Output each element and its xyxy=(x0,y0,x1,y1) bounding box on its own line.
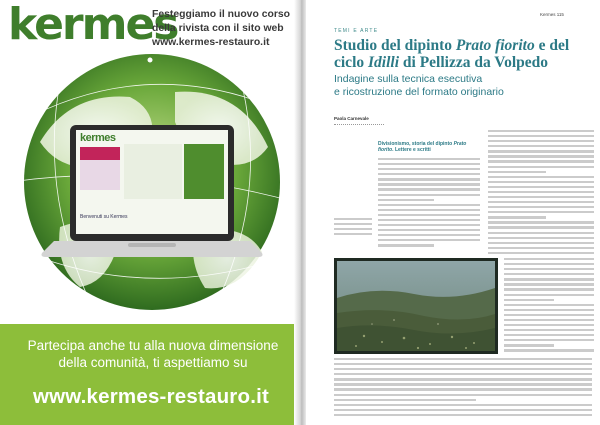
text-line xyxy=(488,186,594,188)
screen-green-panel xyxy=(184,144,224,199)
title-part-1: Studio del dipinto xyxy=(334,37,456,54)
text-line xyxy=(334,399,476,401)
column-heading-part-3: . Lettere e scritti xyxy=(392,147,431,153)
author-divider xyxy=(334,124,384,125)
column-heading-part-2: Prato fiorito xyxy=(378,141,467,153)
text-line xyxy=(378,214,480,216)
text-line xyxy=(334,414,592,416)
text-line xyxy=(504,288,594,290)
text-line xyxy=(378,178,480,180)
body-text-column-3 xyxy=(504,258,594,356)
text-line xyxy=(504,273,594,275)
text-line xyxy=(334,358,592,360)
text-line xyxy=(504,324,594,326)
text-line xyxy=(488,216,546,218)
text-line xyxy=(488,242,594,244)
text-line xyxy=(334,394,592,396)
title-part-4: Idilli xyxy=(368,53,400,71)
text-line xyxy=(488,252,594,254)
text-line xyxy=(378,229,480,231)
text-line xyxy=(488,211,594,213)
ad-website-url[interactable]: www.kermes-restauro.it xyxy=(32,385,270,408)
text-line xyxy=(504,283,594,285)
text-line xyxy=(504,294,594,296)
subtitle-line-1: Indagine sulla tecnica esecutiva xyxy=(334,73,483,85)
text-line xyxy=(334,373,592,375)
text-line xyxy=(504,309,594,311)
text-line xyxy=(488,150,594,152)
text-line xyxy=(378,209,480,211)
text-line xyxy=(334,409,592,411)
text-line xyxy=(488,221,594,223)
text-line xyxy=(378,239,480,241)
invitation-line-2: della comunità, ti aspettiamo su xyxy=(58,355,248,370)
ad-invitation xyxy=(8,337,298,371)
text-line xyxy=(334,378,592,380)
text-line xyxy=(488,155,594,157)
text-line xyxy=(378,219,480,221)
invitation-line-1: Partecipa anche tu alla nuova dimensione xyxy=(27,338,279,353)
ad-tagline xyxy=(152,8,302,50)
text-line xyxy=(488,247,594,249)
text-line xyxy=(378,199,434,201)
text-line xyxy=(504,334,594,336)
text-line xyxy=(504,258,594,260)
text-line xyxy=(504,304,594,306)
text-line xyxy=(504,329,594,331)
tagline-line-1: Festeggiamo il nuovo corso xyxy=(152,9,290,20)
screen-kermes-logo: kermes xyxy=(80,132,116,144)
body-text-bottom xyxy=(334,358,592,422)
subtitle-line-2: e ricostruzione del formato originario xyxy=(334,85,504,98)
text-line xyxy=(488,171,546,173)
text-line xyxy=(334,218,372,220)
text-line xyxy=(488,130,594,132)
article-title xyxy=(334,38,594,71)
text-line xyxy=(504,349,594,351)
running-head: Kermes 115 xyxy=(540,12,564,17)
title-part-3: e del ciclo xyxy=(334,37,570,71)
text-line xyxy=(504,268,594,270)
text-line xyxy=(378,168,480,170)
text-line xyxy=(488,196,594,198)
text-line xyxy=(378,183,480,185)
text-line xyxy=(488,140,594,142)
text-line xyxy=(334,228,372,230)
text-line xyxy=(378,158,480,160)
screen-welcome-text: Benvenuti su Kermes xyxy=(80,214,128,220)
text-line xyxy=(488,201,594,203)
text-line xyxy=(334,363,592,365)
text-line xyxy=(488,181,594,183)
text-line xyxy=(378,204,480,206)
figure-side-caption xyxy=(334,218,372,240)
screen-cover-lower xyxy=(80,160,120,190)
tagline-line-2: della rivista con il sito web xyxy=(152,23,284,34)
painting-image xyxy=(334,258,498,354)
text-line xyxy=(334,368,592,370)
article-page xyxy=(306,0,600,425)
article-author: Paola Carnevale xyxy=(334,116,369,121)
text-line xyxy=(504,278,594,280)
text-line xyxy=(334,383,592,385)
tagline-line-3: www.kermes-restauro.it xyxy=(152,37,270,48)
text-line xyxy=(488,206,594,208)
text-line xyxy=(504,319,594,321)
text-line xyxy=(504,299,554,301)
text-line xyxy=(488,176,594,178)
text-line xyxy=(504,263,594,265)
text-line xyxy=(488,232,594,234)
text-line xyxy=(334,388,592,390)
text-line xyxy=(334,404,592,406)
body-text-column-1 xyxy=(378,158,480,250)
text-line xyxy=(378,173,480,175)
text-line xyxy=(378,224,480,226)
text-line xyxy=(504,339,594,341)
text-line xyxy=(334,223,372,225)
text-line xyxy=(504,344,554,346)
text-line xyxy=(378,188,480,190)
text-line xyxy=(488,145,594,147)
screen-hero-panel xyxy=(124,144,182,199)
text-line xyxy=(378,163,480,165)
text-line xyxy=(488,166,594,168)
text-line xyxy=(488,226,594,228)
column-heading-part-1: Divisionismo, storia del dipinto xyxy=(378,141,454,147)
text-line xyxy=(488,237,594,239)
section-label: TEMI E ARTE xyxy=(334,28,379,34)
text-line xyxy=(504,314,594,316)
text-line xyxy=(488,135,594,137)
text-line xyxy=(334,233,372,235)
laptop-screen xyxy=(76,130,228,234)
text-line xyxy=(378,244,434,246)
text-line xyxy=(488,191,594,193)
text-line xyxy=(378,194,480,196)
title-part-2: Prato fiorito xyxy=(455,37,535,54)
text-line xyxy=(488,160,594,162)
title-part-5: di Pellizza da Volpedo xyxy=(399,53,549,71)
kermes-logo: kermes xyxy=(8,0,178,50)
text-line xyxy=(378,234,480,236)
body-text-column-2 xyxy=(488,130,594,256)
column-heading xyxy=(378,141,480,153)
article-subtitle xyxy=(334,73,584,98)
